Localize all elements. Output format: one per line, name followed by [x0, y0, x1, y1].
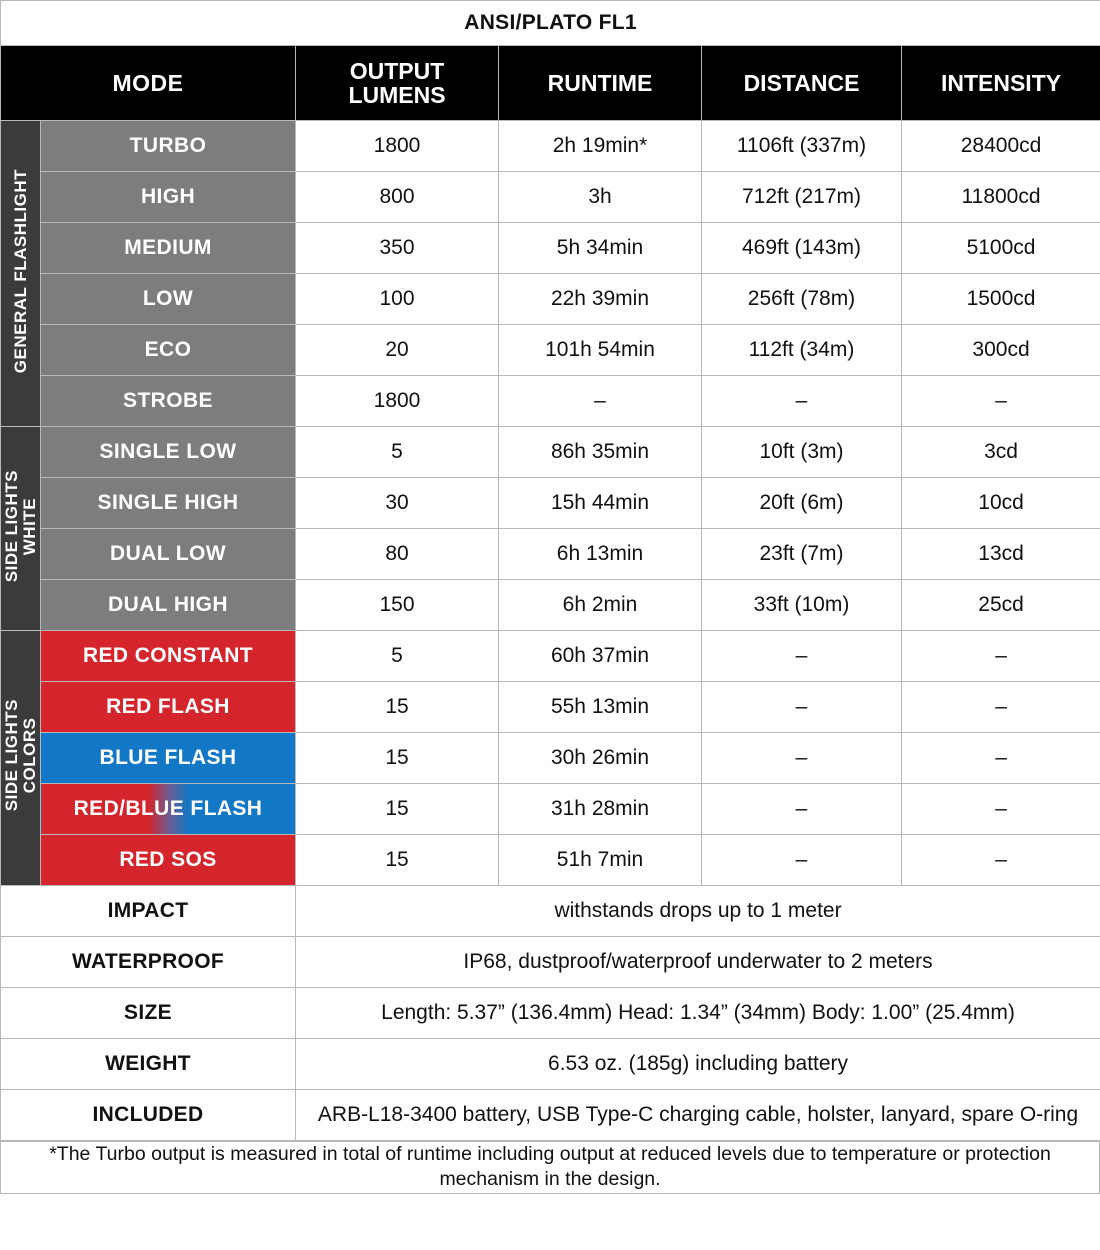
cell-runtime: –: [499, 376, 702, 427]
group-label-text: GENERAL FLASHLIGHT: [10, 168, 30, 374]
cell-distance: –: [702, 784, 902, 835]
cell-runtime: 51h 7min: [499, 835, 702, 886]
spec-value: Length: 5.37” (136.4mm) Head: 1.34” (34mm) Body: 1.00” (25.4mm): [296, 988, 1100, 1039]
cell-intensity: –: [902, 682, 1100, 733]
table-row: [1, 274, 1100, 325]
cell-intensity: 13cd: [902, 529, 1100, 580]
cell-distance: 469ft (143m): [702, 223, 902, 274]
table-row: [1, 529, 1100, 580]
column-header-output-line2: LUMENS: [348, 82, 446, 108]
mode-name-cell: ECO: [41, 325, 296, 376]
mode-name-cell: RED SOS: [41, 835, 296, 886]
footnote: [0, 1141, 1100, 1194]
table-row: [1, 784, 1100, 835]
cell-intensity: 11800cd: [902, 172, 1100, 223]
cell-lumens: 15: [296, 835, 499, 886]
cell-intensity: 3cd: [902, 427, 1100, 478]
cell-intensity: –: [902, 835, 1100, 886]
cell-lumens: 100: [296, 274, 499, 325]
column-header-runtime: RUNTIME: [499, 46, 702, 121]
cell-distance: –: [702, 733, 902, 784]
mode-name-cell: RED/BLUE FLASH: [41, 784, 296, 835]
group-label-0: [1, 121, 41, 427]
cell-runtime: 60h 37min: [499, 631, 702, 682]
cell-intensity: –: [902, 784, 1100, 835]
mode-name-cell: STROBE: [41, 376, 296, 427]
cell-intensity: 10cd: [902, 478, 1100, 529]
table-row: [1, 682, 1100, 733]
spec-name: WEIGHT: [1, 1039, 296, 1090]
cell-lumens: 15: [296, 784, 499, 835]
cell-distance: –: [702, 835, 902, 886]
cell-intensity: 1500cd: [902, 274, 1100, 325]
mode-name-cell: LOW: [41, 274, 296, 325]
page-title: ANSI/PLATO FL1: [1, 1, 1100, 46]
cell-lumens: 80: [296, 529, 499, 580]
spec-name: WATERPROOF: [1, 937, 296, 988]
spec-row: [1, 1090, 1100, 1141]
cell-runtime: 2h 19min*: [499, 121, 702, 172]
group-label-2: [1, 631, 41, 886]
table-row: [1, 376, 1100, 427]
cell-intensity: 25cd: [902, 580, 1100, 631]
mode-name-cell: HIGH: [41, 172, 296, 223]
cell-lumens: 15: [296, 682, 499, 733]
column-header-output-line1: OUTPUT: [349, 57, 445, 84]
table-row: [1, 223, 1100, 274]
cell-intensity: –: [902, 733, 1100, 784]
cell-distance: 10ft (3m): [702, 427, 902, 478]
group-label-text: SIDE LIGHTS WHITE: [1, 469, 39, 583]
cell-intensity: –: [902, 631, 1100, 682]
table-row: [1, 172, 1100, 223]
cell-lumens: 15: [296, 733, 499, 784]
spec-value: ARB-L18-3400 battery, USB Type-C charging cable, holster, lanyard, spare O-ring: [296, 1090, 1100, 1141]
table-row: [1, 580, 1100, 631]
cell-intensity: 5100cd: [902, 223, 1100, 274]
cell-distance: 112ft (34m): [702, 325, 902, 376]
cell-runtime: 31h 28min: [499, 784, 702, 835]
spec-row: [1, 937, 1100, 988]
table-row: [1, 325, 1100, 376]
table-header-row: [1, 46, 1100, 121]
mode-name-cell: RED FLASH: [41, 682, 296, 733]
column-header-output-lumens: [296, 46, 499, 121]
cell-lumens: 1800: [296, 121, 499, 172]
spec-row: [1, 988, 1100, 1039]
cell-lumens: 1800: [296, 376, 499, 427]
mode-name-cell: RED CONSTANT: [41, 631, 296, 682]
spec-name: IMPACT: [1, 886, 296, 937]
mode-name-cell: MEDIUM: [41, 223, 296, 274]
cell-intensity: –: [902, 376, 1100, 427]
spec-value: IP68, dustproof/waterproof underwater to 2 meters: [296, 937, 1100, 988]
mode-name-cell: SINGLE LOW: [41, 427, 296, 478]
cell-distance: 33ft (10m): [702, 580, 902, 631]
spec-row: [1, 886, 1100, 937]
table-row: [1, 478, 1100, 529]
cell-runtime: 15h 44min: [499, 478, 702, 529]
cell-distance: –: [702, 631, 902, 682]
cell-lumens: 800: [296, 172, 499, 223]
footnote-text: *The Turbo output is measured in total of runtime including output at reduced levels due to temperature or protection mechanism in the design.: [1, 1142, 1100, 1194]
cell-lumens: 5: [296, 427, 499, 478]
column-header-mode: MODE: [1, 46, 296, 121]
mode-name-cell: DUAL LOW: [41, 529, 296, 580]
cell-distance: –: [702, 376, 902, 427]
cell-runtime: 86h 35min: [499, 427, 702, 478]
table-row: [1, 631, 1100, 682]
cell-runtime: 3h: [499, 172, 702, 223]
table-row: [1, 121, 1100, 172]
mode-name-cell: DUAL HIGH: [41, 580, 296, 631]
column-header-distance: DISTANCE: [702, 46, 902, 121]
cell-runtime: 55h 13min: [499, 682, 702, 733]
cell-lumens: 5: [296, 631, 499, 682]
spec-value: 6.53 oz. (185g) including battery: [296, 1039, 1100, 1090]
table-row: [1, 427, 1100, 478]
spec-value: withstands drops up to 1 meter: [296, 886, 1100, 937]
cell-distance: 20ft (6m): [702, 478, 902, 529]
cell-lumens: 150: [296, 580, 499, 631]
cell-runtime: 30h 26min: [499, 733, 702, 784]
cell-distance: 712ft (217m): [702, 172, 902, 223]
mode-name-cell: TURBO: [41, 121, 296, 172]
spec-name: SIZE: [1, 988, 296, 1039]
cell-runtime: 22h 39min: [499, 274, 702, 325]
cell-runtime: 5h 34min: [499, 223, 702, 274]
group-label-text: SIDE LIGHTS COLORS: [1, 699, 39, 812]
spec-name: INCLUDED: [1, 1090, 296, 1141]
cell-distance: 1106ft (337m): [702, 121, 902, 172]
cell-distance: –: [702, 682, 902, 733]
column-header-intensity: INTENSITY: [902, 46, 1100, 121]
cell-intensity: 300cd: [902, 325, 1100, 376]
cell-intensity: 28400cd: [902, 121, 1100, 172]
cell-runtime: 6h 2min: [499, 580, 702, 631]
cell-lumens: 20: [296, 325, 499, 376]
cell-lumens: 30: [296, 478, 499, 529]
cell-distance: 256ft (78m): [702, 274, 902, 325]
cell-lumens: 350: [296, 223, 499, 274]
mode-name-cell: SINGLE HIGH: [41, 478, 296, 529]
table-row: [1, 733, 1100, 784]
spec-row: [1, 1039, 1100, 1090]
table-row: [1, 835, 1100, 886]
group-label-1: [1, 427, 41, 631]
table-title-row: [1, 1, 1100, 46]
cell-runtime: 101h 54min: [499, 325, 702, 376]
cell-runtime: 6h 13min: [499, 529, 702, 580]
cell-distance: 23ft (7m): [702, 529, 902, 580]
footnote-table: [0, 1141, 1100, 1194]
mode-name-cell: BLUE FLASH: [41, 733, 296, 784]
